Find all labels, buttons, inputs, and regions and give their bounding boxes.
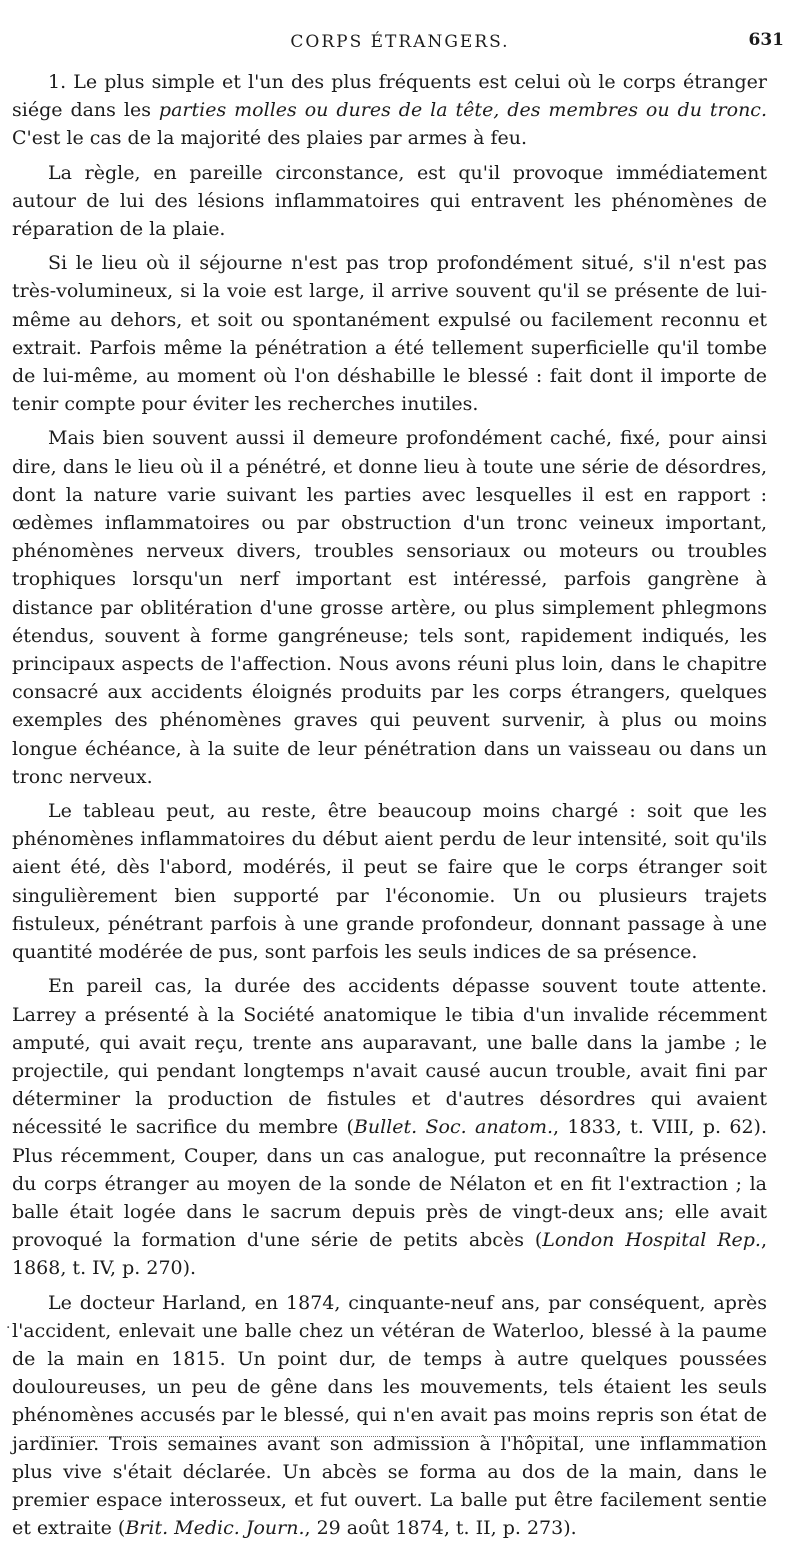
text-run: En pareil cas, la durée des accidents dépasse souvent toute attente. Larrey a présenté à la Société anatomique le tibia d'un invalide récemment amputé, qui avait reçu, trente ans auparavant, une balle dans la jambe ; le projectile, qui pendant longtemps n'avait causé aucun trouble, avait fini par déterminer la production de fistules et d'autres désordres qui avaient nécessité le sacrifice du membre ( — [12, 975, 767, 1139]
text-run: , 1833, t. VIII, p. 62). Plus récemment, Couper, dans un cas analogue, put reconnaître la présence du corps étranger au moyen de la sonde de Nélaton et en fit l'extraction ; la balle était logée dans le sacrum depuis près de vingt-deux ans; elle avait provoqué la formation d'une série de petits abcès ( — [12, 1116, 768, 1252]
text-run: Si le lieu où il séjourne n'est pas trop profondément situé, s'il n'est pas très-volumineux, si la voie est large, il arrive souvent qu'il se présente de lui-même au dehors, et soit ou spontanément expulsé ou facilement reconnu et extrait. Parfois même la pénétration a été tellement superficielle qu'il tombe de lui-même, au moment où l'on déshabille le blessé : fait dont il importe de tenir compte pour éviter les recherches inutiles. — [12, 252, 767, 416]
italic-citation: Brit. Medic. Journ. — [125, 1517, 305, 1540]
italic-citation: parties molles ou dures de la tête, des membres ou du tronc. — [158, 99, 767, 122]
margin-dot: · — [6, 1320, 11, 1336]
text-run: Le tableau peut, au reste, être beaucoup moins chargé : soit que les phénomènes inflammatoires du début aient perdu de leur intensité, soit qu'ils aient été, dès l'abord, modérés, il peut se faire que le corps étranger soit singulièrement bien supporté par l'économie. Un ou plusieurs trajets fistuleux, pénétrant parfois à une grande profondeur, donnant passage à une quantité modérée de pus, sont parfois les seuls indices de sa présence. — [12, 800, 767, 964]
bottom-rule — [40, 1436, 760, 1437]
paragraph — [12, 797, 767, 966]
text-run: C'est le cas de la majorité des plaies par armes à feu. — [12, 127, 528, 150]
paragraph — [12, 159, 767, 244]
paragraph — [12, 68, 767, 153]
text-run: Mais bien souvent aussi il demeure profondément caché, fixé, pour ainsi dire, dans le lieu où il a pénétré, et donne lieu à toute une série de désordres, dont la nature varie suivant les parties avec lesquelles il est en rapport : œdèmes inflammatoires ou par obstruction d'un tronc veineux important, phénomènes nerveux divers, troubles sensoriaux ou moteurs ou troubles trophiques lorsqu'un nerf important est intéressé, parfois gangrène à distance par oblitération d'une grosse artère, ou plus simplement phlegmons étendus, souvent à forme gangréneuse; tels sont, rapidement indiqués, les principaux aspects de l'affection. Nous avons réuni plus loin, dans le chapitre consacré aux accidents éloignés produits par les corps étrangers, quelques exemples des phénomènes graves qui peuvent survenir, à plus ou moins longue échéance, à la suite de leur pénétration dans un vaisseau ou dans un tronc nerveux. — [12, 427, 767, 788]
body-text — [12, 68, 767, 1548]
text-run: , 1868, t. IV, p. 270). — [12, 1229, 767, 1280]
text-run: 1. Le plus simple et l'un des plus fréquents est celui où le corps étranger siége dans les — [12, 71, 767, 122]
text-run: Le docteur Harland, en 1874, cinquante-neuf ans, par conséquent, après l'accident, enlevait une balle chez un vétéran de Waterloo, blessé à la paume de la main en 1815. Un point dur, de temps à autre quelques poussées douloureuses, un peu de gêne dans les mouvements, tels étaient les seuls phénomènes accusés par le blessé, qui n'en avait pas moins repris son état de jardinier. Trois semaines avant son admission à l'hôpital, une inflammation plus vive s'était déclarée. Un abcès se forma au dos de la main, dans le premier espace interosseux, et fut ouvert. La balle put être facilement sentie et extraite ( — [12, 1291, 767, 1540]
paragraph — [12, 972, 767, 1282]
text-run: , 29 août 1874, t. II, p. 273). — [304, 1517, 577, 1540]
text-run: La règle, en pareille circonstance, est qu'il provoque immédiatement autour de lui des lésions inflammatoires qui entravent les phénomènes de réparation de la plaie. — [12, 161, 767, 241]
paragraph — [12, 424, 767, 791]
running-header — [0, 28, 800, 58]
italic-citation: London Hospital Rep. — [542, 1229, 761, 1252]
running-title: CORPS ÉTRANGERS. — [290, 32, 510, 52]
paragraph — [12, 249, 767, 418]
paragraph — [12, 1289, 767, 1543]
page-number: 631 — [748, 30, 784, 50]
italic-citation: Bullet. Soc. anatom. — [353, 1116, 554, 1139]
